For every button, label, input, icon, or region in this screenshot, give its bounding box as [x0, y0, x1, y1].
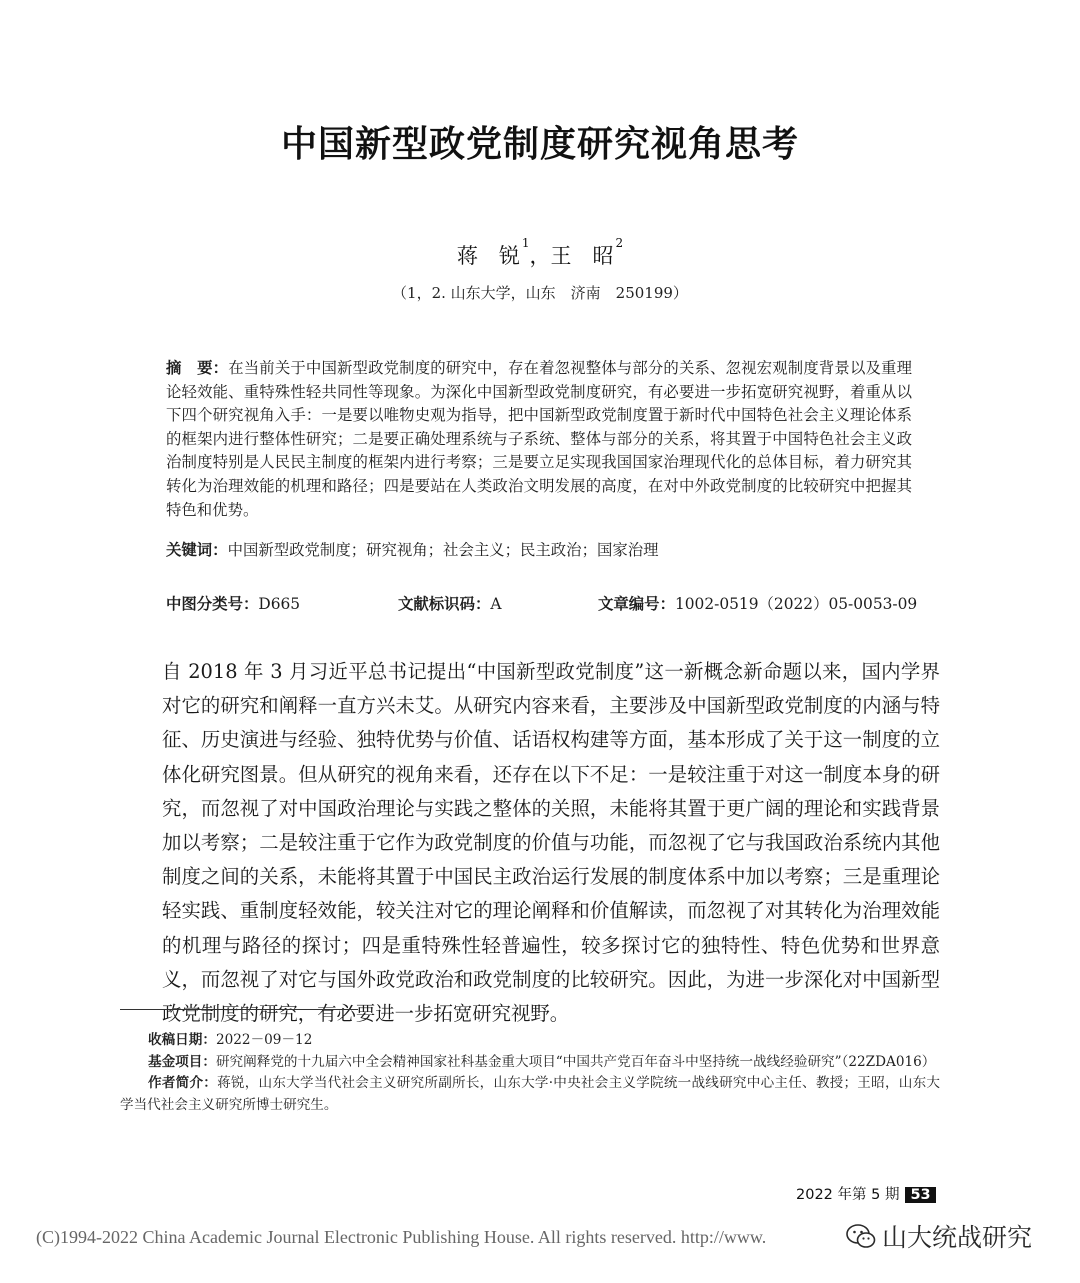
- abstract-text: 在当前关于中国新型政党制度的研究中，存在着忽视整体与部分的关系、忽视宏观制度背景以及重理论轻效能、重特殊性轻共同性等现象。为深化中国新型政党制度研究，有必要进一步拓宽研究视野，着重从以下四个研究视角入手：一是要以唯物史观为指导，把中国新型政党制度置于新时代中国特色社会主义理论体系的框架内进行整体性研究；二是要正确处理系统与子系统、整体与部分的关系，将其置于中国特色社会主义政治制度特别是人民民主制度的框架内进行考察；三是要立足实现我国国家治理现代化的总体目标，着力研究其转化为治理效能的机理和路径；四是要站在人类政治文明发展的高度，在对中外政党制度的比较研究中把握其特色和优势。: [166, 359, 912, 519]
- keywords-label: 关键词：: [166, 541, 228, 559]
- clc-value: D665: [258, 595, 301, 613]
- article-number-field: [598, 592, 917, 614]
- fund-label: 基金项目：: [148, 1053, 216, 1070]
- abstract-label: 摘 要：: [166, 359, 229, 377]
- article-number-label: 文章编号：: [598, 595, 675, 613]
- footnote-divider: [120, 1009, 358, 1010]
- watermark-text: 山大统战研究: [882, 1223, 1033, 1252]
- doc-code-value: A: [490, 595, 502, 613]
- author-superscript: 1: [521, 236, 530, 250]
- copyright-line: (C)1994-2022 China Academic Journal Electronic Publishing House. All rights reserved. http://www.: [36, 1227, 767, 1247]
- fund-value: 研究阐释党的十九届六中全会精神国家社科基金重大项目“中国共产党百年奋斗中坚持统一战线经验研究”（22ZDA016）: [215, 1053, 936, 1070]
- author-name: 蒋 锐: [456, 244, 520, 268]
- paper-title: 中国新型政党制度研究视角思考: [280, 124, 799, 165]
- doc-code-label: 文献标识码：: [398, 595, 491, 613]
- fund-note: [120, 1052, 940, 1074]
- author-separator: ，: [529, 244, 551, 268]
- footnotes: [120, 1030, 940, 1116]
- keywords-block: [166, 539, 912, 562]
- watermark: [846, 1218, 1032, 1254]
- author-superscript: 2: [615, 236, 624, 250]
- clc-field: [166, 592, 300, 614]
- doc-code-field: [398, 592, 501, 614]
- wechat-icon: [846, 1223, 876, 1249]
- received-date-note: [120, 1030, 940, 1052]
- body-text: [162, 655, 940, 1031]
- abstract-block: [166, 357, 912, 522]
- page-number: 53: [905, 1187, 935, 1203]
- bio-note: [120, 1073, 940, 1116]
- bio-label: 作者简介：: [148, 1075, 218, 1092]
- issue-label: 2022 年第 5 期: [796, 1187, 900, 1203]
- keywords-text: 中国新型政党制度；研究视角；社会主义；民主政治；国家治理: [227, 541, 659, 559]
- body-paragraph: 自 2018 年 3 月习近平总书记提出“中国新型政党制度”这一新概念新命题以来，国内学界对它的研究和阐释一直方兴未艾。从研究内容来看，主要涉及中国新型政党制度的内涵与特征、历史演进与经验、独特优势与价值、话语权构建等方面，基本形成了关于这一制度的立体化研究图景。但从研究的视角来看，还存在以下不足：一是较注重于对这一制度本身的研究，而忽视了对中国政治理论与实践之整体的关照，未能将其置于更广阔的理论和实践背景加以考察；二是较注重于它作为政党制度的价值与功能，而忽视了它与我国政治系统内其他制度之间的关系，未能将其置于中国民主政治运行发展的制度体系中加以考察；三是重理论轻实践、重制度轻效能，较关注对它的理论阐释和价值解读，而忽视了对其转化为治理效能的机理与路径的探讨；四是重特殊性轻普遍性，较多探讨它的独特性、特色优势和世界意义，而忽视了对它与国外政党政治和政党制度的比较研究。因此，为进一步深化对中国新型政党制度的研究，有必要进一步拓宽研究视野。: [162, 660, 940, 1026]
- clc-label: 中图分类号：: [166, 595, 259, 613]
- bio-value: 蒋锐，山东大学当代社会主义研究所副所长，山东大学·中央社会主义学院统一战线研究中心主任、教授；王昭，山东大学当代社会主义研究所博士研究生。: [120, 1075, 940, 1113]
- affiliation: （1，2. 山东大学，山东 济南 250199）: [392, 284, 688, 302]
- issue-footer: [796, 1183, 936, 1203]
- author-name: 王 昭: [550, 244, 614, 268]
- article-number-value: 1002-0519（2022）05-0053-09: [674, 595, 918, 613]
- received-label: 收稿日期：: [148, 1032, 216, 1048]
- received-value: 2022－09－12: [215, 1032, 313, 1048]
- classification-line: [166, 592, 918, 614]
- authors-line: [0, 236, 1080, 270]
